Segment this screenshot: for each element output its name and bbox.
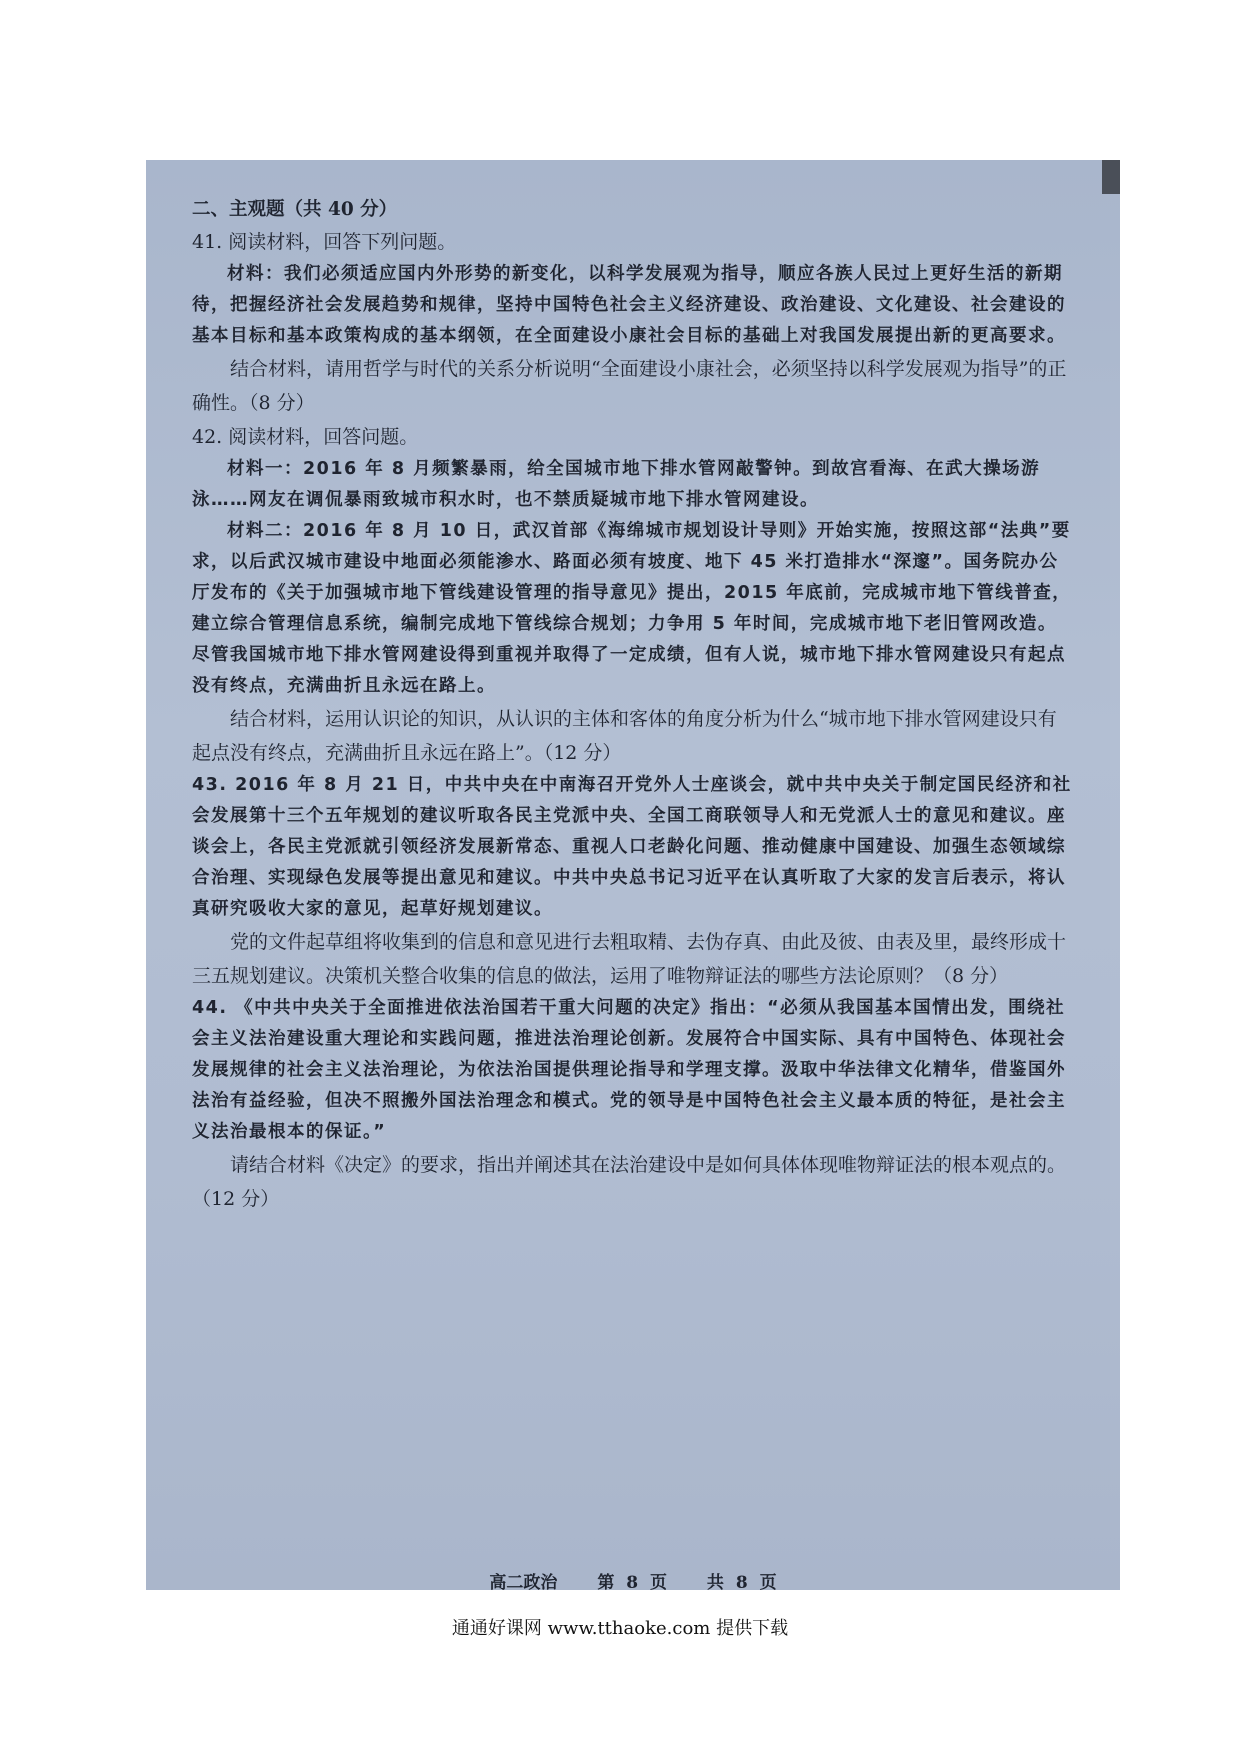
page-footer xyxy=(146,1568,1120,1590)
question-42-ask: 结合材料，运用认识论的知识，从认识的主体和客体的角度分析为什么“城市地下排水管网建设只有起点没有终点，充满曲折且永远在路上”。（12 分） xyxy=(192,708,1057,764)
question-41-ask: 结合材料，请用哲学与时代的关系分析说明“全面建设小康社会，必须坚持以科学发展观为指导”的正确性。（8 分） xyxy=(192,358,1067,414)
footer-page: 第 8 页 xyxy=(597,1573,667,1590)
question-44-text: 《中共中央关于全面推进依法治国若干重大问题的决定》指出：“必须从我国基本国情出发，围绕社会主义法治建设重大理论和实践问题，推进法治理论创新。发展符合中国实际、具有中国特色、体现社会发展规律的社会主义法治理论，为依法治国提供理论指导和学理支撑。汲取中华法律文化精华，借鉴国外法治有益经验，但决不照搬外国法治理念和模式。党的领导是中国特色社会主义最本质的特征，是社会主义法治最根本的保证。” xyxy=(192,998,1066,1142)
question-44-number: 44. xyxy=(192,998,228,1018)
question-42-material-2: 材料二：2016 年 8 月 10 日，武汉首部《海绵城市规划设计导则》开始实施，按照这部“法典”要求，以后武汉城市建设中地面必须能渗水、路面必须有坡度、地下 45 米打造排水“深邃”。国务院办公厅发布的《关于加强城市地下管线建设管理的指导意见》提出，2015 年底前，完成城市地下管线普查，建立综合管理信息系统，编制完成地下管线综合规划；力争用 5 年时间，完成城市地下老旧管网改造。尽管我国城市地下排水管网建设得到重视并取得了一定成绩，但有人说，城市地下排水管网建设只有起点没有终点，充满曲折且永远在路上。 xyxy=(192,521,1072,696)
question-43-ask: 党的文件起草组将收集到的信息和意见进行去粗取精、去伪存真、由此及彼、由表及里，最终形成十三五规划建议。决策机关整合收集的信息的做法，运用了唯物辩证法的哪些方法论原则？（8 分） xyxy=(192,931,1067,987)
question-42-header xyxy=(192,420,1072,454)
question-41-prompt: 阅读材料，回答下列问题。 xyxy=(228,231,457,253)
question-41-number: 41. xyxy=(192,231,223,253)
download-watermark: 通通好课网 www.tthaoke.com 提供下载 xyxy=(451,1618,789,1639)
question-44-ask: 请结合材料《决定》的要求，指出并阐述其在法治建设中是如何具体体现唯物辩证法的根本观点的。（12 分） xyxy=(192,1154,1067,1210)
exam-page xyxy=(192,194,1072,1216)
question-42-number: 42. xyxy=(192,426,223,448)
question-43-number: 43. xyxy=(192,775,228,795)
page-edge-shadow xyxy=(1102,160,1120,194)
exam-photo xyxy=(146,160,1120,1590)
question-41-header xyxy=(192,225,1072,259)
footer-subject: 高二政治 xyxy=(489,1573,558,1590)
question-43-text: 2016 年 8 月 21 日，中共中央在中南海召开党外人士座谈会，就中共中央关于制定国民经济和社会发展第十三个五年规划的建议听取各民主党派中央、全国工商联领导人和无党派人士的意见和建议。座谈会上，各民主党派就引领经济发展新常态、重视人口老龄化问题、推动健康中国建设、加强生态领域综合治理、实现绿色发展等提出意见和建议。中共中央总书记习近平在认真听取了大家的发言后表示，将认真研究吸收大家的意见，起草好规划建议。 xyxy=(192,775,1072,919)
question-42-prompt: 阅读材料，回答问题。 xyxy=(228,426,419,448)
footer-total: 共 8 页 xyxy=(706,1573,777,1590)
section-title: 二、主观题（共 40 分） xyxy=(192,199,398,220)
question-42-material-1: 材料一：2016 年 8 月频繁暴雨，给全国城市地下排水管网敲警钟。到故宫看海、在武大操场游泳……网友在调侃暴雨致城市积水时，也不禁质疑城市地下排水管网建设。 xyxy=(192,459,1041,510)
question-43-material xyxy=(192,770,1072,925)
question-44-material xyxy=(192,993,1072,1148)
question-41-material: 材料：我们必须适应国内外形势的新变化，以科学发展观为指导，顺应各族人民过上更好生活的新期待，把握经济社会发展趋势和规律，坚持中国特色社会主义经济建设、政治建设、文化建设、社会建设的基本目标和基本政策构成的基本纲领，在全面建设小康社会目标的基础上对我国发展提出新的更高要求。 xyxy=(192,264,1066,346)
